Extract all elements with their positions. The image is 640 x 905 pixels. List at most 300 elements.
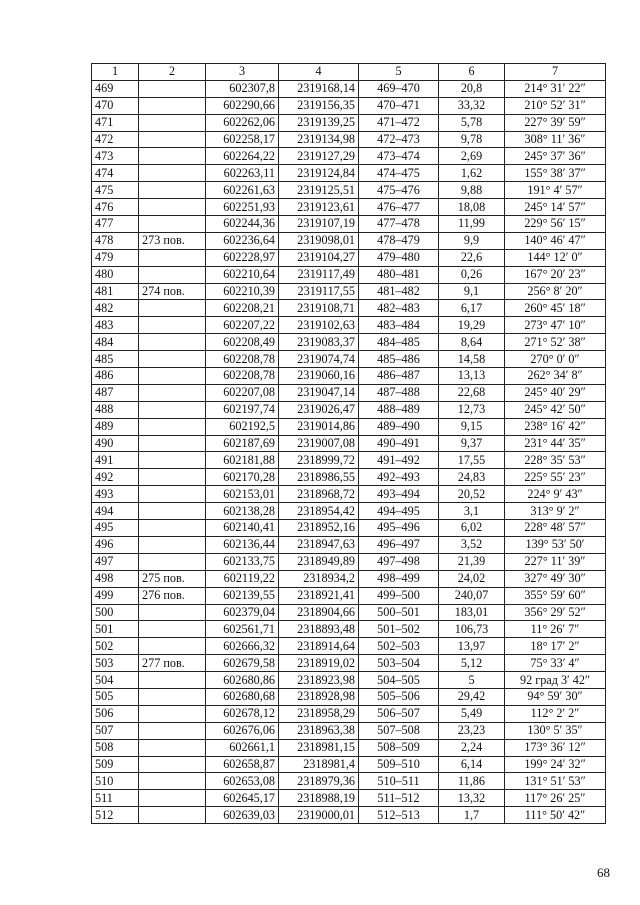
segment-cell: 490–491 (359, 435, 439, 452)
turn-label-cell (139, 553, 206, 570)
point-number-cell: 474 (92, 165, 139, 182)
x-coordinate-cell: 602639,03 (206, 807, 279, 824)
turn-label-cell (139, 131, 206, 148)
segment-cell: 509–510 (359, 756, 439, 773)
bearing-cell: 245° 40′ 29″ (505, 384, 606, 401)
point-number-cell: 472 (92, 131, 139, 148)
length-cell: 13,13 (439, 368, 505, 385)
segment-cell: 512–513 (359, 807, 439, 824)
bearing-cell: 18° 17′ 2″ (505, 638, 606, 655)
table-row (92, 452, 606, 469)
table-row (92, 300, 606, 317)
turn-label-cell (139, 114, 206, 131)
length-cell: 24,83 (439, 469, 505, 486)
x-coordinate-cell: 602208,78 (206, 351, 279, 368)
table-header-row (92, 64, 606, 81)
point-number-cell: 490 (92, 435, 139, 452)
segment-cell: 474–475 (359, 165, 439, 182)
table-row (92, 334, 606, 351)
point-number-cell: 481 (92, 283, 139, 300)
y-coordinate-cell: 2319014,86 (279, 418, 359, 435)
segment-cell: 488–489 (359, 401, 439, 418)
segment-cell: 471–472 (359, 114, 439, 131)
bearing-cell: 260° 45′ 18″ (505, 300, 606, 317)
y-coordinate-cell: 2319060,16 (279, 368, 359, 385)
turn-label-cell (139, 621, 206, 638)
table-row (92, 232, 606, 249)
x-coordinate-cell: 602236,64 (206, 232, 279, 249)
x-coordinate-cell: 602197,74 (206, 401, 279, 418)
segment-cell: 479–480 (359, 249, 439, 266)
table-row (92, 536, 606, 553)
point-number-cell: 477 (92, 216, 139, 233)
segment-cell: 472–473 (359, 131, 439, 148)
x-coordinate-cell: 602258,17 (206, 131, 279, 148)
x-coordinate-cell: 602262,06 (206, 114, 279, 131)
segment-cell: 491–492 (359, 452, 439, 469)
column-header: 3 (206, 64, 279, 81)
table-row (92, 773, 606, 790)
turn-label-cell: 277 пов. (139, 655, 206, 672)
y-coordinate-cell: 2318919,02 (279, 655, 359, 672)
x-coordinate-cell: 602666,32 (206, 638, 279, 655)
y-coordinate-cell: 2318981,4 (279, 756, 359, 773)
table-row (92, 604, 606, 621)
point-number-cell: 511 (92, 790, 139, 807)
x-coordinate-cell: 602192,5 (206, 418, 279, 435)
y-coordinate-cell: 2319108,71 (279, 300, 359, 317)
y-coordinate-cell: 2319107,19 (279, 216, 359, 233)
y-coordinate-cell: 2318893,48 (279, 621, 359, 638)
y-coordinate-cell: 2318952,16 (279, 520, 359, 537)
bearing-cell: 245° 14′ 57″ (505, 199, 606, 216)
x-coordinate-cell: 602207,22 (206, 317, 279, 334)
column-header: 1 (92, 64, 139, 81)
x-coordinate-cell: 602307,8 (206, 80, 279, 97)
point-number-cell: 507 (92, 722, 139, 739)
y-coordinate-cell: 2318921,41 (279, 587, 359, 604)
y-coordinate-cell: 2318968,72 (279, 486, 359, 503)
table-row (92, 503, 606, 520)
turn-label-cell: 275 пов. (139, 570, 206, 587)
turn-label-cell (139, 672, 206, 689)
length-cell: 9,37 (439, 435, 505, 452)
bearing-cell: 75° 33′ 4″ (505, 655, 606, 672)
bearing-cell: 238° 16′ 42″ (505, 418, 606, 435)
bearing-cell: 130° 5′ 35″ (505, 722, 606, 739)
x-coordinate-cell: 602679,58 (206, 655, 279, 672)
point-number-cell: 501 (92, 621, 139, 638)
bearing-cell: 270° 0′ 0″ (505, 351, 606, 368)
turn-label-cell (139, 705, 206, 722)
length-cell: 9,88 (439, 182, 505, 199)
length-cell: 18,08 (439, 199, 505, 216)
bearing-cell: 11° 26′ 7″ (505, 621, 606, 638)
turn-label-cell (139, 317, 206, 334)
y-coordinate-cell: 2318979,36 (279, 773, 359, 790)
y-coordinate-cell: 2318934,2 (279, 570, 359, 587)
bearing-cell: 224° 9′ 43″ (505, 486, 606, 503)
turn-label-cell (139, 97, 206, 114)
table-row (92, 705, 606, 722)
column-header: 6 (439, 64, 505, 81)
y-coordinate-cell: 2319156,35 (279, 97, 359, 114)
y-coordinate-cell: 2319139,25 (279, 114, 359, 131)
turn-label-cell (139, 520, 206, 537)
point-number-cell: 488 (92, 401, 139, 418)
turn-label-cell (139, 300, 206, 317)
length-cell: 29,42 (439, 688, 505, 705)
point-number-cell: 484 (92, 334, 139, 351)
y-coordinate-cell: 2319117,49 (279, 266, 359, 283)
y-coordinate-cell: 2318954,42 (279, 503, 359, 520)
bearing-cell: 173° 36′ 12″ (505, 739, 606, 756)
turn-label-cell: 274 пов. (139, 283, 206, 300)
point-number-cell: 487 (92, 384, 139, 401)
length-cell: 11,86 (439, 773, 505, 790)
segment-cell: 497–498 (359, 553, 439, 570)
table-row (92, 384, 606, 401)
turn-label-cell: 276 пов. (139, 587, 206, 604)
point-number-cell: 505 (92, 688, 139, 705)
x-coordinate-cell: 602263,11 (206, 165, 279, 182)
bearing-cell: 112° 2′ 2″ (505, 705, 606, 722)
length-cell: 5 (439, 672, 505, 689)
point-number-cell: 473 (92, 148, 139, 165)
turn-label-cell (139, 722, 206, 739)
point-number-cell: 492 (92, 469, 139, 486)
point-number-cell: 503 (92, 655, 139, 672)
y-coordinate-cell: 2319134,98 (279, 131, 359, 148)
x-coordinate-cell: 602661,1 (206, 739, 279, 756)
table-row (92, 553, 606, 570)
length-cell: 3,52 (439, 536, 505, 553)
segment-cell: 498–499 (359, 570, 439, 587)
segment-cell: 500–501 (359, 604, 439, 621)
table-row (92, 722, 606, 739)
bearing-cell: 231° 44′ 35″ (505, 435, 606, 452)
table-row (92, 756, 606, 773)
table-row (92, 182, 606, 199)
point-number-cell: 476 (92, 199, 139, 216)
y-coordinate-cell: 2318914,64 (279, 638, 359, 655)
length-cell: 2,69 (439, 148, 505, 165)
table-body (92, 80, 606, 823)
x-coordinate-cell: 602244,36 (206, 216, 279, 233)
bearing-cell: 327° 49′ 30″ (505, 570, 606, 587)
length-cell: 20,52 (439, 486, 505, 503)
x-coordinate-cell: 602208,21 (206, 300, 279, 317)
x-coordinate-cell: 602261,63 (206, 182, 279, 199)
length-cell: 8,64 (439, 334, 505, 351)
length-cell: 33,32 (439, 97, 505, 114)
table-row (92, 469, 606, 486)
segment-cell: 480–481 (359, 266, 439, 283)
y-coordinate-cell: 2319074,74 (279, 351, 359, 368)
bearing-cell: 92 град 3′ 42″ (505, 672, 606, 689)
y-coordinate-cell: 2319125,51 (279, 182, 359, 199)
turn-label-cell (139, 503, 206, 520)
turn-label-cell (139, 756, 206, 773)
turn-label-cell (139, 688, 206, 705)
point-number-cell: 486 (92, 368, 139, 385)
segment-cell: 508–509 (359, 739, 439, 756)
segment-cell: 475–476 (359, 182, 439, 199)
turn-label-cell (139, 249, 206, 266)
bearing-cell: 228° 35′ 53″ (505, 452, 606, 469)
segment-cell: 506–507 (359, 705, 439, 722)
turn-label-cell (139, 266, 206, 283)
segment-cell: 482–483 (359, 300, 439, 317)
y-coordinate-cell: 2318999,72 (279, 452, 359, 469)
length-cell: 6,14 (439, 756, 505, 773)
bearing-cell: 117° 26′ 25″ (505, 790, 606, 807)
y-coordinate-cell: 2319168,14 (279, 80, 359, 97)
point-number-cell: 471 (92, 114, 139, 131)
point-number-cell: 495 (92, 520, 139, 537)
x-coordinate-cell: 602133,75 (206, 553, 279, 570)
length-cell: 9,9 (439, 232, 505, 249)
table-row (92, 401, 606, 418)
bearing-cell: 227° 39′ 59″ (505, 114, 606, 131)
turn-label-cell (139, 604, 206, 621)
bearing-cell: 139° 53′ 50′ (505, 536, 606, 553)
turn-label-cell (139, 638, 206, 655)
length-cell: 5,49 (439, 705, 505, 722)
segment-cell: 477–478 (359, 216, 439, 233)
segment-cell: 485–486 (359, 351, 439, 368)
table-row (92, 199, 606, 216)
segment-cell: 503–504 (359, 655, 439, 672)
point-number-cell: 498 (92, 570, 139, 587)
segment-cell: 489–490 (359, 418, 439, 435)
point-number-cell: 479 (92, 249, 139, 266)
point-number-cell: 469 (92, 80, 139, 97)
length-cell: 17,55 (439, 452, 505, 469)
segment-cell: 494–495 (359, 503, 439, 520)
length-cell: 1,62 (439, 165, 505, 182)
point-number-cell: 480 (92, 266, 139, 283)
y-coordinate-cell: 2319047,14 (279, 384, 359, 401)
bearing-cell: 245° 42′ 50″ (505, 401, 606, 418)
point-number-cell: 494 (92, 503, 139, 520)
table-row (92, 216, 606, 233)
x-coordinate-cell: 602210,64 (206, 266, 279, 283)
x-coordinate-cell: 602153,01 (206, 486, 279, 503)
segment-cell: 470–471 (359, 97, 439, 114)
segment-cell: 492–493 (359, 469, 439, 486)
x-coordinate-cell: 602170,28 (206, 469, 279, 486)
table-row (92, 486, 606, 503)
length-cell: 22,68 (439, 384, 505, 401)
segment-cell: 478–479 (359, 232, 439, 249)
table-row (92, 655, 606, 672)
point-number-cell: 510 (92, 773, 139, 790)
segment-cell: 507–508 (359, 722, 439, 739)
segment-cell: 493–494 (359, 486, 439, 503)
turn-label-cell (139, 536, 206, 553)
coordinates-table (91, 63, 606, 824)
segment-cell: 499–500 (359, 587, 439, 604)
turn-label-cell (139, 452, 206, 469)
y-coordinate-cell: 2318986,55 (279, 469, 359, 486)
segment-cell: 486–487 (359, 368, 439, 385)
column-header: 5 (359, 64, 439, 81)
x-coordinate-cell: 602251,93 (206, 199, 279, 216)
length-cell: 21,39 (439, 553, 505, 570)
x-coordinate-cell: 602680,86 (206, 672, 279, 689)
table-row (92, 688, 606, 705)
x-coordinate-cell: 602136,44 (206, 536, 279, 553)
point-number-cell: 491 (92, 452, 139, 469)
bearing-cell: 225° 55′ 23″ (505, 469, 606, 486)
bearing-cell: 356° 29′ 52″ (505, 604, 606, 621)
length-cell: 19,29 (439, 317, 505, 334)
point-number-cell: 500 (92, 604, 139, 621)
table-row (92, 570, 606, 587)
x-coordinate-cell: 602207,08 (206, 384, 279, 401)
point-number-cell: 482 (92, 300, 139, 317)
table-row (92, 638, 606, 655)
turn-label-cell (139, 334, 206, 351)
turn-label-cell (139, 401, 206, 418)
x-coordinate-cell: 602561,71 (206, 621, 279, 638)
table-row (92, 283, 606, 300)
point-number-cell: 502 (92, 638, 139, 655)
length-cell: 240,07 (439, 587, 505, 604)
segment-cell: 511–512 (359, 790, 439, 807)
turn-label-cell (139, 148, 206, 165)
length-cell: 9,78 (439, 131, 505, 148)
segment-cell: 476–477 (359, 199, 439, 216)
turn-label-cell (139, 790, 206, 807)
table-row (92, 165, 606, 182)
turn-label-cell (139, 368, 206, 385)
bearing-cell: 214° 31′ 22″ (505, 80, 606, 97)
length-cell: 23,23 (439, 722, 505, 739)
x-coordinate-cell: 602140,41 (206, 520, 279, 537)
point-number-cell: 478 (92, 232, 139, 249)
table-row (92, 435, 606, 452)
segment-cell: 487–488 (359, 384, 439, 401)
table-row (92, 807, 606, 824)
length-cell: 2,24 (439, 739, 505, 756)
table-row (92, 672, 606, 689)
turn-label-cell (139, 351, 206, 368)
x-coordinate-cell: 602680,68 (206, 688, 279, 705)
length-cell: 9,1 (439, 283, 505, 300)
x-coordinate-cell: 602645,17 (206, 790, 279, 807)
x-coordinate-cell: 602290,66 (206, 97, 279, 114)
turn-label-cell (139, 469, 206, 486)
turn-label-cell (139, 773, 206, 790)
bearing-cell: 271° 52′ 38″ (505, 334, 606, 351)
segment-cell: 504–505 (359, 672, 439, 689)
y-coordinate-cell: 2318904,66 (279, 604, 359, 621)
table-row (92, 790, 606, 807)
length-cell: 11,99 (439, 216, 505, 233)
y-coordinate-cell: 2318947,63 (279, 536, 359, 553)
segment-cell: 495–496 (359, 520, 439, 537)
column-header: 2 (139, 64, 206, 81)
x-coordinate-cell: 602187,69 (206, 435, 279, 452)
turn-label-cell: 273 пов. (139, 232, 206, 249)
length-cell: 14,58 (439, 351, 505, 368)
point-number-cell: 504 (92, 672, 139, 689)
point-number-cell: 493 (92, 486, 139, 503)
length-cell: 13,32 (439, 790, 505, 807)
x-coordinate-cell: 602678,12 (206, 705, 279, 722)
table-row (92, 317, 606, 334)
point-number-cell: 475 (92, 182, 139, 199)
y-coordinate-cell: 2319102,63 (279, 317, 359, 334)
segment-cell: 502–503 (359, 638, 439, 655)
bearing-cell: 140° 46′ 47″ (505, 232, 606, 249)
y-coordinate-cell: 2318949,89 (279, 553, 359, 570)
y-coordinate-cell: 2319083,37 (279, 334, 359, 351)
segment-cell: 484–485 (359, 334, 439, 351)
bearing-cell: 94° 59′ 30″ (505, 688, 606, 705)
segment-cell: 510–511 (359, 773, 439, 790)
point-number-cell: 497 (92, 553, 139, 570)
y-coordinate-cell: 2319104,27 (279, 249, 359, 266)
x-coordinate-cell: 602210,39 (206, 283, 279, 300)
y-coordinate-cell: 2318958,29 (279, 705, 359, 722)
bearing-cell: 273° 47′ 10″ (505, 317, 606, 334)
turn-label-cell (139, 486, 206, 503)
length-cell: 12,73 (439, 401, 505, 418)
table-row (92, 148, 606, 165)
length-cell: 0,26 (439, 266, 505, 283)
turn-label-cell (139, 739, 206, 756)
point-number-cell: 509 (92, 756, 139, 773)
segment-cell: 473–474 (359, 148, 439, 165)
point-number-cell: 470 (92, 97, 139, 114)
point-number-cell: 496 (92, 536, 139, 553)
point-number-cell: 485 (92, 351, 139, 368)
segment-cell: 469–470 (359, 80, 439, 97)
point-number-cell: 508 (92, 739, 139, 756)
turn-label-cell (139, 80, 206, 97)
turn-label-cell (139, 435, 206, 452)
bearing-cell: 313° 9′ 2″ (505, 503, 606, 520)
turn-label-cell (139, 199, 206, 216)
y-coordinate-cell: 2319123,61 (279, 199, 359, 216)
y-coordinate-cell: 2319117,55 (279, 283, 359, 300)
point-number-cell: 483 (92, 317, 139, 334)
point-number-cell: 512 (92, 807, 139, 824)
segment-cell: 481–482 (359, 283, 439, 300)
length-cell: 24,02 (439, 570, 505, 587)
length-cell: 20,8 (439, 80, 505, 97)
length-cell: 1,7 (439, 807, 505, 824)
point-number-cell: 499 (92, 587, 139, 604)
table-row (92, 418, 606, 435)
y-coordinate-cell: 2319098,01 (279, 232, 359, 249)
turn-label-cell (139, 216, 206, 233)
table-row (92, 368, 606, 385)
x-coordinate-cell: 602676,06 (206, 722, 279, 739)
table-row (92, 621, 606, 638)
point-number-cell: 489 (92, 418, 139, 435)
bearing-cell: 111° 50′ 42″ (505, 807, 606, 824)
length-cell: 183,01 (439, 604, 505, 621)
length-cell: 9,15 (439, 418, 505, 435)
y-coordinate-cell: 2318988,19 (279, 790, 359, 807)
table-row (92, 266, 606, 283)
segment-cell: 501–502 (359, 621, 439, 638)
bearing-cell: 245° 37′ 36″ (505, 148, 606, 165)
